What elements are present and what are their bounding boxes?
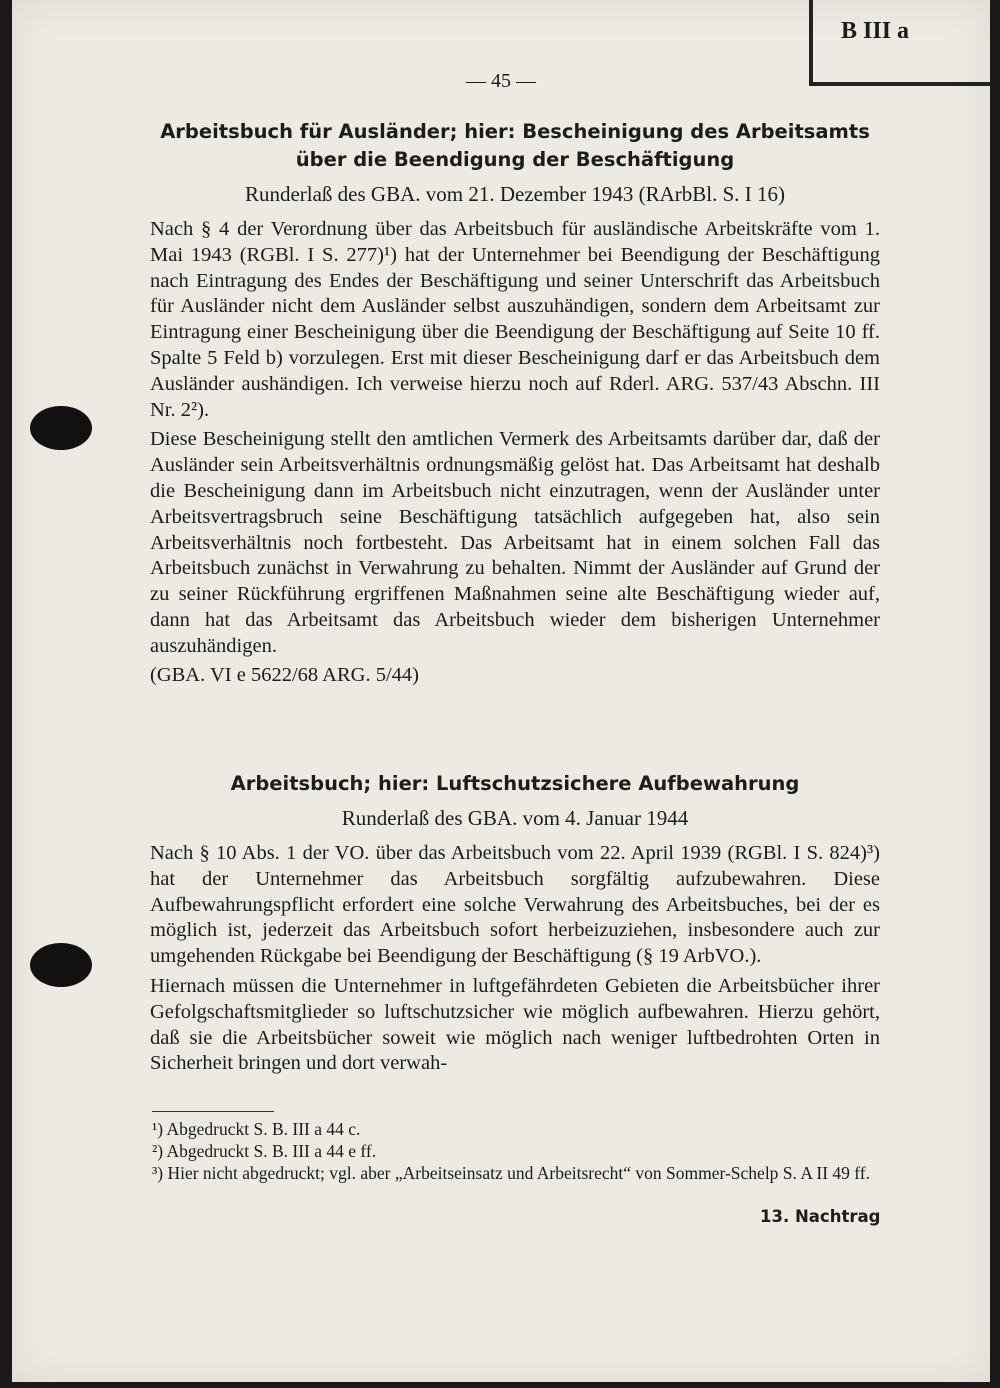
footnotes (152, 1118, 892, 1184)
section2-paragraph-2: Hiernach müssen die Unternehmer in luftgefährdeten Gebieten die Arbeitsbücher ihrer Gefolgschaftsmitglieder so luftschutzsicher wie möglich aufbewahren. Hierzu gehört, daß sie die Arbeitsbücher soweit wie möglich nach weniger luftbedrohten Orten in Sicherheit bringen und dort verwah- (150, 974, 880, 1075)
section1-paragraph-2: Diese Bescheinigung stellt den amtlichen Vermerk des Arbeitsamts darüber dar, daß der Ausländer sein Arbeitsverhältnis ordnungsmäßig gelöst hat. Das Arbeitsamt hat deshalb die Bescheinigung dann im Arbeitsbuch nicht einzutragen, wenn der Ausländer unter Arbeitsvertragsbruch seine Beschäftigung tatsächlich aufgegeben hat, also sein Arbeitsverhältnis noch fortbesteht. Das Arbeitsamt hat in einem solchen Fall das Arbeitsbuch zunächst in Verwahrung zu behalten. Nimmt der Ausländer auf Grund der zu seiner Rückführung ergriffenen Maßnahmen seine alte Beschäftigung wieder auf, dann hat das Arbeitsamt das Arbeitsbuch wieder dem bisherigen Unternehmer auszuhändigen. (150, 428, 880, 657)
punch-hole-top (30, 406, 92, 450)
section2-title: Arbeitsbuch; hier: Luftschutzsichere Aufbewahrung (230, 772, 800, 795)
page-number: — 45 — (466, 70, 536, 92)
section2-paragraph-1: Nach § 10 Abs. 1 der VO. über das Arbeitsbuch vom 22. April 1939 (RGBl. I S. 824)³) hat der Unternehmer das Arbeitsbuch sorgfältig aufzubewahren. Diese Aufbewahrungspflicht erfordert eine solche Verwahrung des Arbeitsbuches, bei der es möglich ist, jederzeit das Arbeitsbuch sofort herbeizuziehen, insbesondere auch zur umgehenden Rückgabe bei Beendigung der Beschäftigung (§ 19 ArbVO.). (150, 842, 880, 968)
section1-title-line1: Arbeitsbuch für Ausländer; hier: Bescheinigung des Arbeitsamts (160, 120, 870, 143)
section-tag: B III a (841, 18, 910, 44)
document-page (12, 0, 990, 1382)
section1-paragraph-1: Nach § 4 der Verordnung über das Arbeitsbuch für ausländische Arbeitskräfte vom 1. Mai 1943 (RGBl. I S. 277)¹) hat der Unternehmer bei Beendigung der Beschäftigung nach Eintragung des Endes der Beschäftigung und seiner Unterschrift das Arbeitsbuch für Ausländer nicht dem Ausländer selbst auszuhändigen, sondern dem Arbeitsamt zur Eintragung einer Bescheinigung über die Beendigung der Beschäftigung auf Seite 10 ff. Spalte 5 Feld b) vorzulegen. Erst mit dieser Bescheinigung darf er das Arbeitsbuch dem Ausländer aushändigen. Ich verweise hierzu noch auf Rderl. ARG. 537/43 Abschn. III Nr. 2²). (150, 218, 880, 421)
section-auslaender-arbeitsbuch (150, 118, 880, 687)
section-luftschutz (150, 770, 880, 1081)
section1-subtitle: Runderlaß des GBA. vom 21. Dezember 1943 (RArbBl. S. I 16) (244, 182, 786, 206)
section1-title-line2: über die Beendigung der Beschäftigung (295, 148, 735, 171)
footnote-divider (152, 1111, 274, 1112)
supplement-label: 13. Nachtrag (760, 1207, 881, 1226)
footnote-1: ¹) Abgedruckt S. B. III a 44 c. (152, 1119, 361, 1139)
section1-reference: (GBA. VI e 5622/68 ARG. 5/44) (150, 663, 419, 686)
footnote-2: ²) Abgedruckt S. B. III a 44 e ff. (152, 1141, 377, 1161)
section2-subtitle: Runderlaß des GBA. vom 4. Januar 1944 (341, 806, 689, 830)
punch-hole-bottom (30, 943, 92, 987)
footnote-3: ³) Hier nicht abgedruckt; vgl. aber „Arbeitseinsatz und Arbeitsrecht“ von Sommer-Schelp S. A II 49 ff. (152, 1163, 870, 1183)
